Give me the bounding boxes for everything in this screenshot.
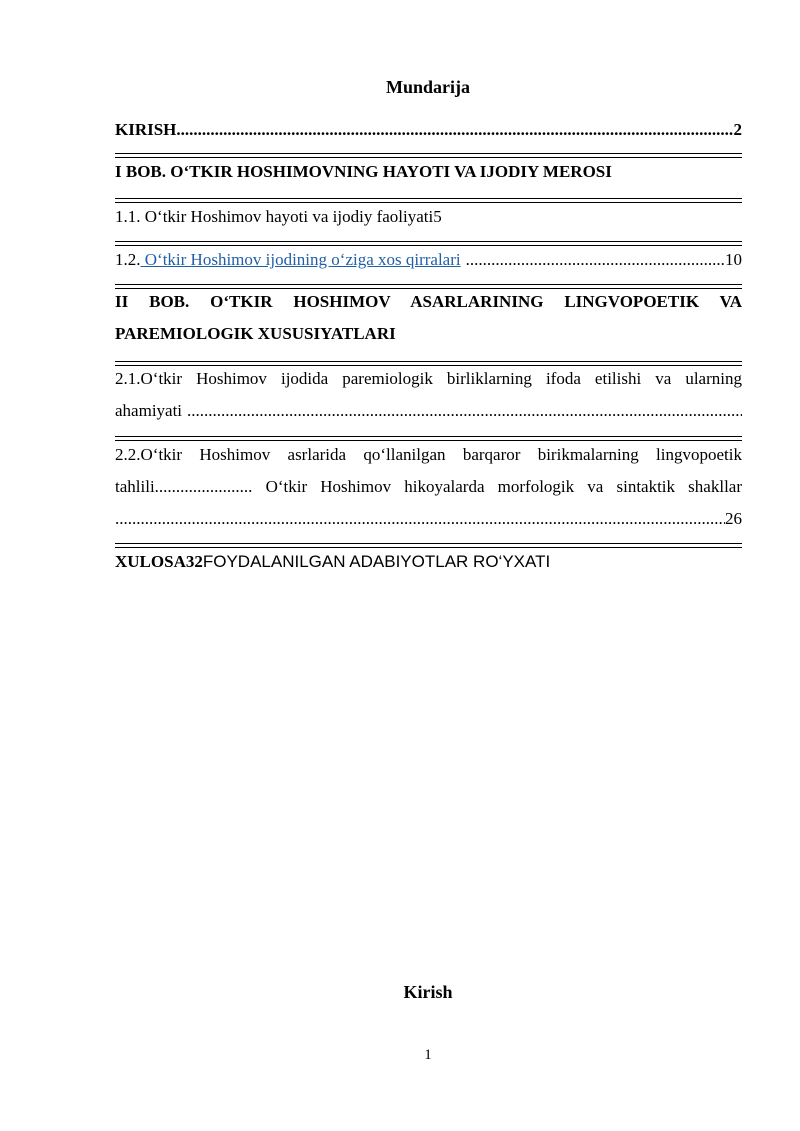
toc-entry-link[interactable]: O‘tkir Hoshimov ijodining o‘ziga xos qirralari [140, 250, 461, 269]
toc-entry-label-line1: II BOB. O‘TKIR HOSHIMOV ASARLARINING LINGVOPOETIK VA [115, 292, 742, 311]
toc-entry-chapter1[interactable] [115, 156, 742, 187]
toc-entry-2-1[interactable] [115, 363, 742, 427]
toc-entry-label-line2: PAREMIOLOGIK XUSUSIYATLARI [115, 324, 396, 343]
toc-entry-chapter2[interactable] [115, 286, 742, 350]
toc-entry-2-2[interactable] [115, 439, 742, 535]
toc-entry-label: 1.1. O‘tkir Hoshimov hayoti va ijodiy faoliyati5 [115, 207, 442, 226]
toc-page-number: 10 [725, 250, 742, 269]
toc-entry-kirish[interactable] [115, 114, 742, 145]
toc-entry-label-line2a: tahlili....................... [115, 477, 253, 496]
toc-entry-1-2[interactable] [115, 244, 742, 275]
dot-leader [176, 114, 733, 145]
toc-entry-label-line2b: O‘tkir Hoshimov hikoyalarda morfologik va sintaktik shakllar [265, 477, 742, 496]
toc-entry-label: KIRISH [115, 120, 177, 139]
toc-entry-label: I BOB. O‘TKIR HOSHIMOVNING HAYOTI VA IJODIY MEROSI [115, 162, 612, 181]
dot-leader [466, 244, 725, 275]
dot-leader [187, 395, 742, 427]
page-number: 1 [424, 1047, 432, 1063]
toc-page-number: 26 [725, 509, 742, 528]
toc-entry-label-line1: 2.1.O‘tkir Hoshimov ijodida paremiologik birliklarning ifoda etilishi va ularning [115, 369, 742, 388]
toc-entry-label-rest: FOYDALANILGAN ADABIYOTLAR RO‘YXATI [202, 552, 551, 571]
toc-title: Mundarija [385, 77, 470, 97]
toc-entry-label: XULOSA32 [115, 552, 203, 571]
dot-leader [115, 503, 725, 535]
toc-entry-label-line1: 2.2.O‘tkir Hoshimov asrlarida qo‘llanilgan barqaror birikmalarning lingvopoetik [115, 445, 742, 464]
toc-entry-xulosa[interactable] [115, 546, 742, 577]
toc-page-number: 2 [733, 120, 742, 139]
toc-entry-1-1[interactable] [115, 201, 742, 232]
toc-entry-label-line2: ahamiyati [115, 401, 183, 420]
toc-entry-prefix: 1.2. [115, 250, 141, 269]
section-heading: Kirish [403, 982, 453, 1002]
